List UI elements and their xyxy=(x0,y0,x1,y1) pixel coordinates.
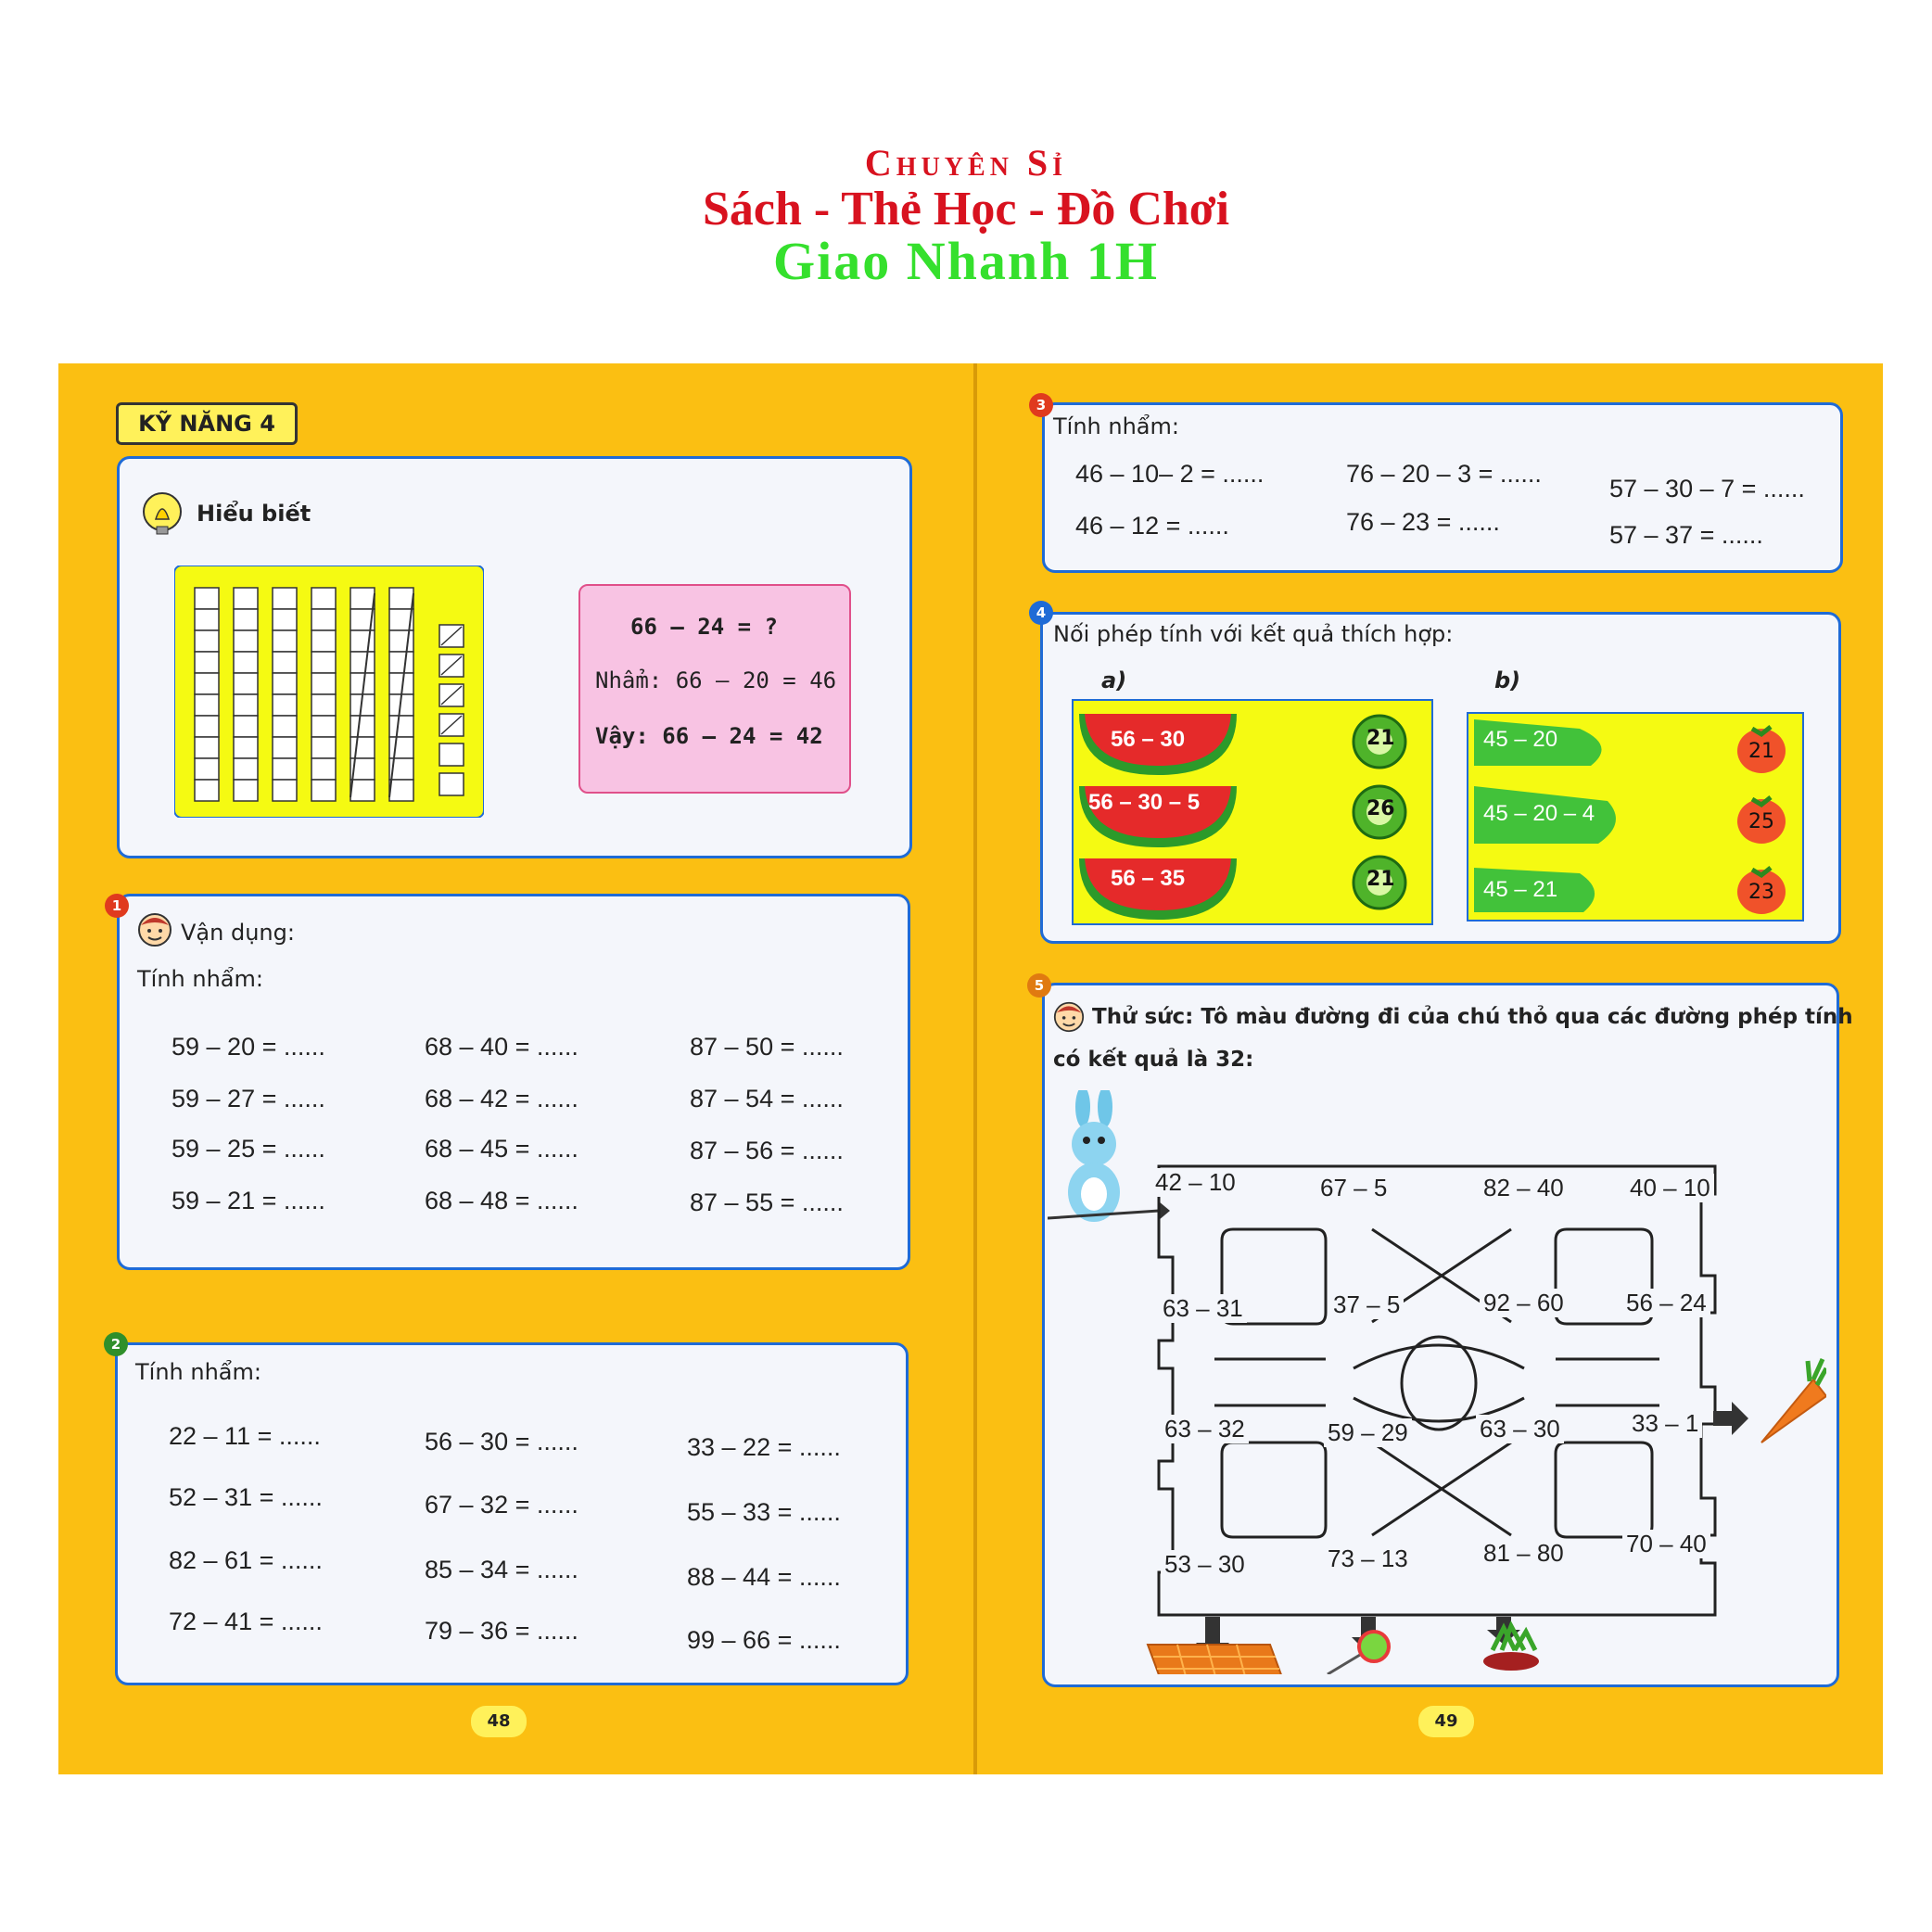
tens-cell xyxy=(234,609,258,630)
tens-cell xyxy=(311,758,336,780)
tens-cell xyxy=(234,716,258,737)
banner-line-2: Sách - Thẻ Học - Đồ Chơi xyxy=(702,183,1230,235)
ex2-item: 99 – 66 = ...... xyxy=(687,1626,841,1654)
ex1-item: 59 – 21 = ...... xyxy=(172,1187,325,1214)
exercise-1-title: Vận dụng: xyxy=(181,920,295,946)
tens-cell xyxy=(350,716,375,737)
tens-cell xyxy=(234,780,258,801)
exercise-5-title-2: có kết quả là 32: xyxy=(1053,1048,1254,1072)
tens-cell xyxy=(234,630,258,652)
tens-cell xyxy=(389,630,413,652)
maze-cell[interactable]: 73 – 13 xyxy=(1324,1544,1412,1573)
tens-cell xyxy=(195,716,219,737)
ex2-item: 52 – 31 = ...... xyxy=(169,1483,323,1511)
part-b-result: 21 xyxy=(1748,740,1774,763)
tens-cell xyxy=(234,758,258,780)
rabbit-icon xyxy=(1068,1090,1120,1222)
tens-cell xyxy=(311,737,336,758)
tens-cell xyxy=(350,588,375,609)
example-line-1: 66 – 24 = ? xyxy=(630,614,778,640)
ex3-item: 57 – 30 – 7 = ...... xyxy=(1609,475,1805,502)
tens-cell xyxy=(273,609,297,630)
ex2-item: 72 – 41 = ...... xyxy=(169,1608,323,1635)
tens-cell xyxy=(311,716,336,737)
ex2-item: 82 – 61 = ...... xyxy=(169,1546,323,1574)
tens-ones-diagram xyxy=(174,566,484,818)
tens-cell xyxy=(311,630,336,652)
tens-cell xyxy=(389,737,413,758)
tens-cell xyxy=(273,652,297,673)
tens-cell xyxy=(273,694,297,716)
part-a-result: 21 xyxy=(1366,868,1395,891)
lightbulb-icon xyxy=(141,491,184,538)
tens-cell xyxy=(234,673,258,694)
exercise-2-badge: 2 xyxy=(104,1332,128,1356)
tens-cell xyxy=(234,588,258,609)
skill-label: KỸ NĂNG 4 xyxy=(116,402,298,445)
tens-cell xyxy=(195,588,219,609)
part-b-expression: 45 – 21 xyxy=(1483,877,1558,902)
kid-face-icon xyxy=(137,912,172,947)
maze-cell[interactable]: 63 – 30 xyxy=(1476,1415,1564,1443)
part-b-expression: 45 – 20 xyxy=(1483,727,1558,752)
banner-line-3: Giao Nhanh 1H xyxy=(773,231,1159,291)
tens-cell xyxy=(234,737,258,758)
example-line-3: Vậy: 66 – 24 = 42 xyxy=(595,723,823,749)
tens-cell xyxy=(273,780,297,801)
ones-cell xyxy=(439,773,464,795)
tens-cell xyxy=(195,758,219,780)
ex2-item: 56 – 30 = ...... xyxy=(425,1428,578,1455)
tens-cell xyxy=(234,694,258,716)
ex1-item: 68 – 48 = ...... xyxy=(425,1187,578,1214)
ex1-item: 87 – 56 = ...... xyxy=(690,1137,844,1164)
exercise-1-subtitle: Tính nhẩm: xyxy=(137,966,263,992)
page-number-right: 49 xyxy=(1418,1706,1474,1737)
ex3-item: 46 – 10– 2 = ...... xyxy=(1075,460,1265,488)
part-b-label: b) xyxy=(1494,667,1521,693)
maze-cell[interactable]: 56 – 24 xyxy=(1622,1289,1710,1317)
ex1-item: 87 – 54 = ...... xyxy=(690,1085,844,1112)
tens-cell xyxy=(311,780,336,801)
maze-cell[interactable]: 40 – 10 xyxy=(1626,1174,1714,1202)
part-b-expression: 45 – 20 – 4 xyxy=(1483,801,1595,826)
tens-cell xyxy=(195,630,219,652)
maze-cell[interactable]: 33 – 1 xyxy=(1628,1409,1702,1438)
ex1-item: 68 – 40 = ...... xyxy=(425,1033,578,1061)
maze-cell[interactable]: 92 – 60 xyxy=(1480,1289,1568,1317)
exercise-3-title: Tính nhẩm: xyxy=(1053,413,1179,439)
ex2-item: 33 – 22 = ...... xyxy=(687,1433,841,1461)
maze-cell[interactable]: 82 – 40 xyxy=(1480,1174,1568,1202)
maze-cell[interactable]: 42 – 10 xyxy=(1151,1168,1239,1197)
maze-cell[interactable]: 53 – 30 xyxy=(1161,1550,1249,1579)
tens-cell xyxy=(350,780,375,801)
exercise-1-badge: 1 xyxy=(105,894,129,918)
tens-cell xyxy=(273,630,297,652)
tens-cell xyxy=(350,652,375,673)
example-line-2: Nhẩm: 66 – 20 = 46 xyxy=(595,667,837,693)
ex1-item: 59 – 25 = ...... xyxy=(172,1135,325,1163)
ex3-item: 57 – 37 = ...... xyxy=(1609,521,1763,549)
book-spine xyxy=(973,363,977,1774)
tens-cell xyxy=(311,652,336,673)
part-a-expression: 56 – 35 xyxy=(1111,866,1186,891)
tens-cell xyxy=(195,652,219,673)
maze-cell[interactable]: 59 – 29 xyxy=(1324,1418,1412,1447)
ex1-item: 59 – 27 = ...... xyxy=(172,1085,325,1112)
tens-cell xyxy=(195,673,219,694)
ex3-item: 76 – 20 – 3 = ...... xyxy=(1346,460,1542,488)
maze-cell[interactable]: 70 – 40 xyxy=(1622,1530,1710,1558)
banner-line-1: Chuyên Sỉ xyxy=(864,142,1068,184)
tens-cell xyxy=(195,694,219,716)
ex2-item: 85 – 34 = ...... xyxy=(425,1556,578,1583)
tens-cell xyxy=(350,737,375,758)
ones-cell xyxy=(439,744,464,766)
ex2-item: 79 – 36 = ...... xyxy=(425,1617,578,1645)
tens-cell xyxy=(195,609,219,630)
part-b-result: 23 xyxy=(1748,881,1774,904)
part-a-result: 26 xyxy=(1366,797,1395,820)
tens-cell xyxy=(195,780,219,801)
tens-cell xyxy=(273,673,297,694)
tens-cell xyxy=(311,609,336,630)
exercise-5-badge: 5 xyxy=(1027,973,1051,998)
ex1-item: 87 – 55 = ...... xyxy=(690,1188,844,1216)
exercise-4-badge: 4 xyxy=(1029,601,1053,625)
tens-cell xyxy=(389,588,413,609)
part-a-result: 21 xyxy=(1366,727,1395,750)
tens-cell xyxy=(389,780,413,801)
tens-cell xyxy=(273,737,297,758)
carrot-icon xyxy=(1761,1359,1826,1443)
part-a-expression: 56 – 30 – 5 xyxy=(1088,790,1201,815)
ex1-item: 68 – 42 = ...... xyxy=(425,1085,578,1112)
tens-cell xyxy=(273,588,297,609)
tens-cell xyxy=(389,652,413,673)
exercise-2-title: Tính nhẩm: xyxy=(135,1359,261,1385)
maze-cell[interactable]: 63 – 31 xyxy=(1159,1294,1247,1323)
tens-cell xyxy=(311,673,336,694)
tens-cell xyxy=(350,630,375,652)
kid-face-icon xyxy=(1053,1001,1085,1033)
maze-cell[interactable]: 37 – 5 xyxy=(1329,1290,1404,1319)
ex1-item: 68 – 45 = ...... xyxy=(425,1135,578,1163)
tens-cell xyxy=(273,758,297,780)
ex2-item: 88 – 44 = ...... xyxy=(687,1563,841,1591)
maze-cell[interactable]: 63 – 32 xyxy=(1161,1415,1249,1443)
part-b-result: 25 xyxy=(1748,810,1774,833)
ex1-item: 87 – 50 = ...... xyxy=(690,1033,844,1061)
maze-cell[interactable]: 67 – 5 xyxy=(1316,1174,1391,1202)
waffle-icon xyxy=(1148,1645,1283,1674)
part-a-label: a) xyxy=(1101,667,1127,693)
tens-cell xyxy=(311,588,336,609)
page-number-left: 48 xyxy=(471,1706,527,1737)
exercise-3-badge: 3 xyxy=(1029,393,1053,417)
exercise-4-title: Nối phép tính với kết quả thích hợp: xyxy=(1053,621,1454,647)
ex2-item: 67 – 32 = ...... xyxy=(425,1491,578,1519)
maze-cell[interactable]: 81 – 80 xyxy=(1480,1539,1568,1568)
ex3-item: 46 – 12 = ...... xyxy=(1075,512,1229,540)
ex1-item: 59 – 20 = ...... xyxy=(172,1033,325,1061)
tens-cell xyxy=(389,716,413,737)
exercise-5-title-1: Thử sức: Tô màu đường đi của chú thỏ qua các đường phép tính xyxy=(1092,1005,1853,1029)
tens-cell xyxy=(234,652,258,673)
ex2-item: 55 – 33 = ...... xyxy=(687,1498,841,1526)
tens-cell xyxy=(195,737,219,758)
ex3-item: 76 – 23 = ...... xyxy=(1346,508,1500,536)
ex2-item: 22 – 11 = ...... xyxy=(169,1422,321,1450)
tens-cell xyxy=(273,716,297,737)
tens-cell xyxy=(311,694,336,716)
part-a-expression: 56 – 30 xyxy=(1111,727,1186,752)
understand-title: Hiểu biết xyxy=(197,501,311,527)
maze[interactable] xyxy=(1048,1090,1826,1674)
